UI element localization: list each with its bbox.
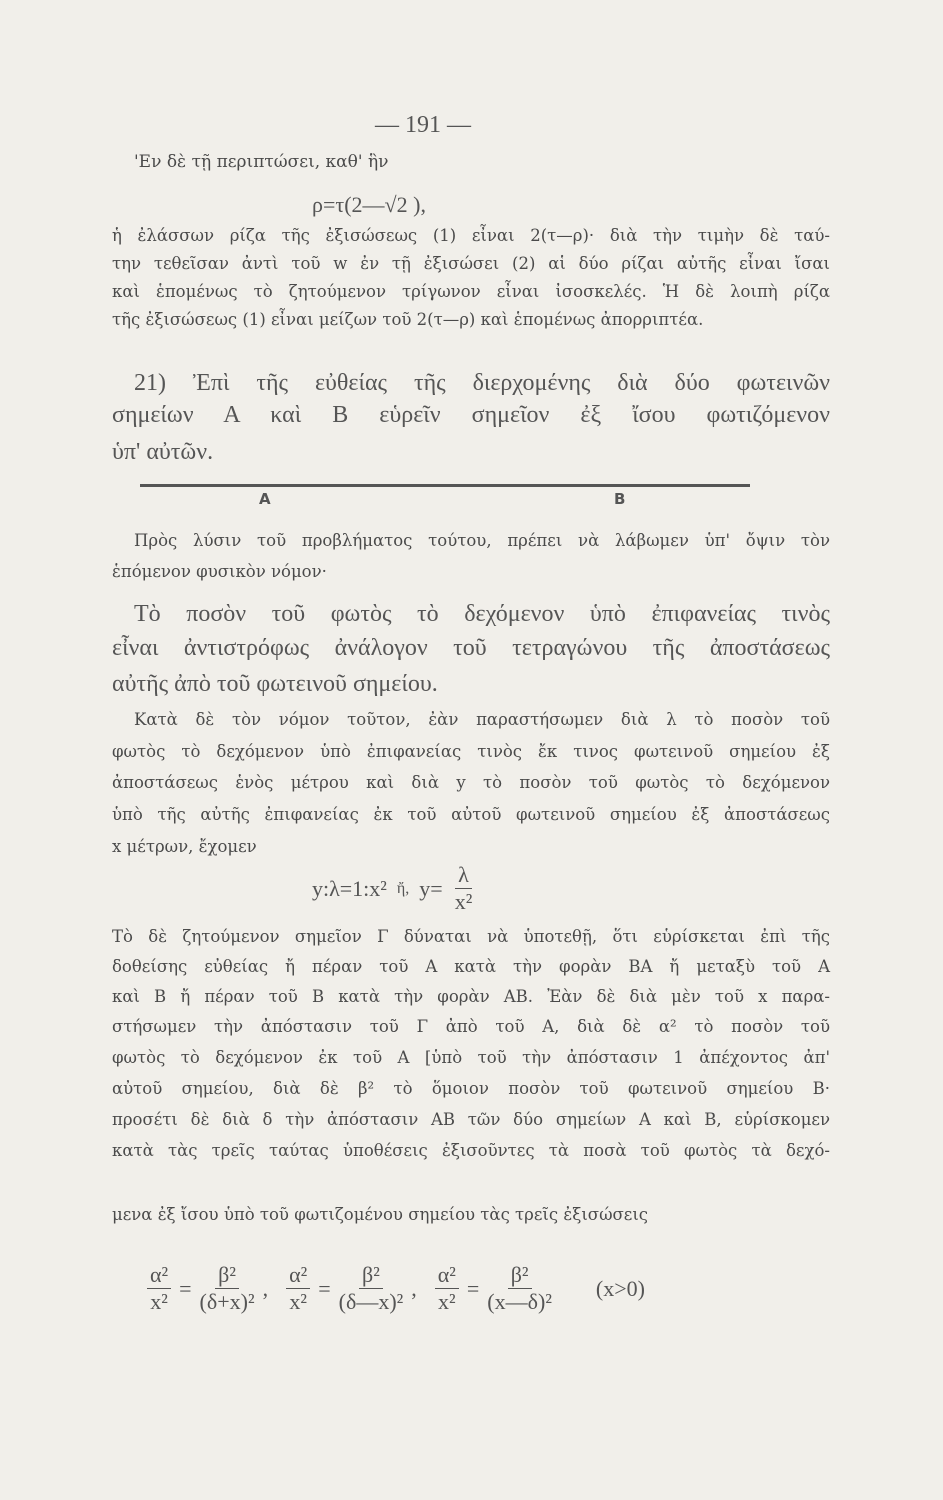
numerator: β²	[359, 1262, 383, 1289]
opening-line: 'Εν δὲ τῇ περιπτώσει, καθ' ἣν	[134, 152, 389, 172]
denominator: (δ+x)²	[199, 1289, 255, 1314]
formula-lhs: y=	[419, 875, 443, 901]
text-line: φωτὸς τὸ δεχόμενον ὑπὸ ἐπιφανείας τινὸς ἔκ τινος φωτεινοῦ σημείου ἐξ	[112, 742, 830, 761]
text-line: x μέτρων, ἔχομεν	[112, 837, 257, 856]
page-number: — 191 —	[375, 112, 471, 138]
formula-inverse-square	[312, 862, 474, 915]
law-line: Τὸ ποσὸν τοῦ φωτὸς τὸ δεχόμενον ὑπὸ ἐπιφανείας τινὸς	[134, 601, 830, 627]
numerator: β²	[215, 1262, 239, 1289]
numerator: α²	[147, 1262, 171, 1289]
separator: ,	[262, 1275, 269, 1301]
text-line: στήσωμεν τὴν ἀπόστασιν τοῦ Γ ἀπὸ τοῦ Α, διὰ δὲ α² τὸ ποσὸν τοῦ	[112, 1017, 830, 1036]
separator: ,	[411, 1275, 417, 1301]
fraction	[200, 1262, 255, 1315]
numerator: α²	[286, 1262, 310, 1289]
line-ab-diagram	[140, 484, 750, 487]
text-line: καὶ ἑπομένως τὸ ζητούμενον τρίγωνον εἶναι ἰσοσκελές. Ἡ δὲ λοιπὴ ρίζα	[112, 282, 830, 301]
problem-statement-line: ὑπ' αὐτῶν.	[112, 439, 214, 465]
numerator: β²	[508, 1262, 532, 1289]
equals: =	[318, 1275, 331, 1301]
formula-proportion: y:λ=1:x²	[312, 875, 387, 901]
point-b-label: B	[614, 490, 626, 508]
text-line: φωτὸς τὸ δεχόμενον ἐκ τοῦ Α [ὑπὸ τοῦ τὴν ἀπόστασιν 1 ἀπέχοντος ἀπ'	[112, 1048, 830, 1067]
text-line: Τὸ δὲ ζητούμενον σημεῖον Γ δύναται νὰ ὑποτεθῇ, ὅτι εὑρίσκεται ἐπὶ τῆς	[112, 927, 830, 946]
text-line: τῆς ἐξισώσεως (1) εἶναι μείζων τοῦ 2(τ—ρ) καὶ ἑπομένως ἀπορριπτέα.	[112, 310, 704, 329]
fraction	[286, 1262, 310, 1315]
text-line: μενα ἐξ ἴσου ὑπὸ τοῦ φωτιζομένου σημείου τὰς τρεῖς ἐξισώσεις	[112, 1205, 649, 1224]
text-line: Πρὸς λύσιν τοῦ προβλήματος τούτου, πρέπει νὰ λάβωμεν ὑπ' ὄψιν τὸν	[134, 531, 830, 550]
fraction	[435, 1262, 459, 1315]
problem-statement-line: σημείων Α καὶ Β εὑρεῖν σημεῖον ἐξ ἴσου φωτιζόμενον	[112, 402, 830, 428]
problem-statement-line: 21) Ἐπὶ τῆς εὐθείας τῆς διερχομένης διὰ δύο φωτεινῶν	[134, 370, 830, 396]
text-line: ἡ ἐλάσσων ρίζα τῆς ἐξισώσεως (1) εἶναι 2(τ—ρ)· διὰ τὴν τιμὴν δὲ ταύ-	[112, 226, 830, 245]
denominator: x²	[150, 1289, 168, 1314]
numerator: λ	[455, 862, 472, 889]
fraction	[339, 1262, 404, 1315]
text-line: ὑπὸ τῆς αὐτῆς ἐπιφανείας ἐκ τοῦ αὐτοῦ φωτεινοῦ σημείου ἐξ ἀποστάσεως	[112, 805, 830, 824]
denominator: x²	[438, 1289, 456, 1314]
denominator: x²	[454, 889, 473, 914]
denominator: (δ—x)²	[338, 1289, 404, 1314]
formula-or: ἤ,	[396, 879, 410, 897]
text-line: ἑπόμενον φυσικὸν νόμον·	[112, 562, 327, 581]
fraction	[455, 862, 473, 915]
text-line: αὐτοῦ σημείου, διὰ δὲ β² τὸ ὅμοιον ποσὸν τοῦ φωτεινοῦ σημείου Β·	[112, 1079, 830, 1098]
text-line: Κατὰ δὲ τὸν νόμον τοῦτον, ἐὰν παραστήσωμεν διὰ λ τὸ ποσὸν τοῦ	[134, 710, 830, 729]
equals: =	[466, 1275, 480, 1301]
denominator: x²	[289, 1289, 307, 1314]
text-line: την τεθεῖσαν ἀντὶ τοῦ w ἐν τῇ ἐξισώσει (2) αἱ δύο ρίζαι αὐτῆς εἶναι ἴσαι	[112, 254, 830, 273]
text-line: προσέτι δὲ διὰ δ τὴν ἀπόστασιν AB τῶν δύο σημείων Α καὶ Β, εὑρίσκομεν	[112, 1110, 830, 1129]
text-line: δοθείσης εὐθείας ἤ πέραν τοῦ Α κατὰ τὴν φορὰν ΒΑ ἤ μεταξὺ τοῦ Α	[112, 957, 830, 976]
three-equations	[145, 1262, 645, 1315]
denominator: (x—δ)²	[487, 1289, 552, 1314]
text-line: ἀποστάσεως ἑνὸς μέτρου καὶ διὰ y τὸ ποσὸν τοῦ φωτὸς τὸ δεχόμενον	[112, 773, 830, 792]
law-line: εἶναι ἀντιστρόφως ἀνάλογον τοῦ τετραγώνου τῆς ἀποστάσεως	[112, 635, 830, 661]
point-a-label: A	[259, 490, 271, 508]
fraction	[487, 1262, 552, 1315]
equals: =	[179, 1275, 192, 1301]
condition: (x>0)	[595, 1275, 645, 1301]
text-line: καὶ Β ἤ πέραν τοῦ Β κατὰ τὴν φορὰν ΑΒ. Ἐὰν δὲ διὰ μὲν τοῦ x παρα-	[112, 987, 830, 1006]
text-line: κατὰ τὰς τρεῖς ταύτας ὑποθέσεις ἐξισοῦντες τὰ ποσὰ τοῦ φωτὸς τὰ δεχό-	[112, 1141, 830, 1160]
numerator: α²	[435, 1262, 459, 1289]
fraction	[147, 1262, 171, 1315]
law-line: αὐτῆς ἀπὸ τοῦ φωτεινοῦ σημείου.	[112, 671, 438, 697]
formula-rho: ρ=τ(2—√2 ),	[312, 192, 426, 217]
